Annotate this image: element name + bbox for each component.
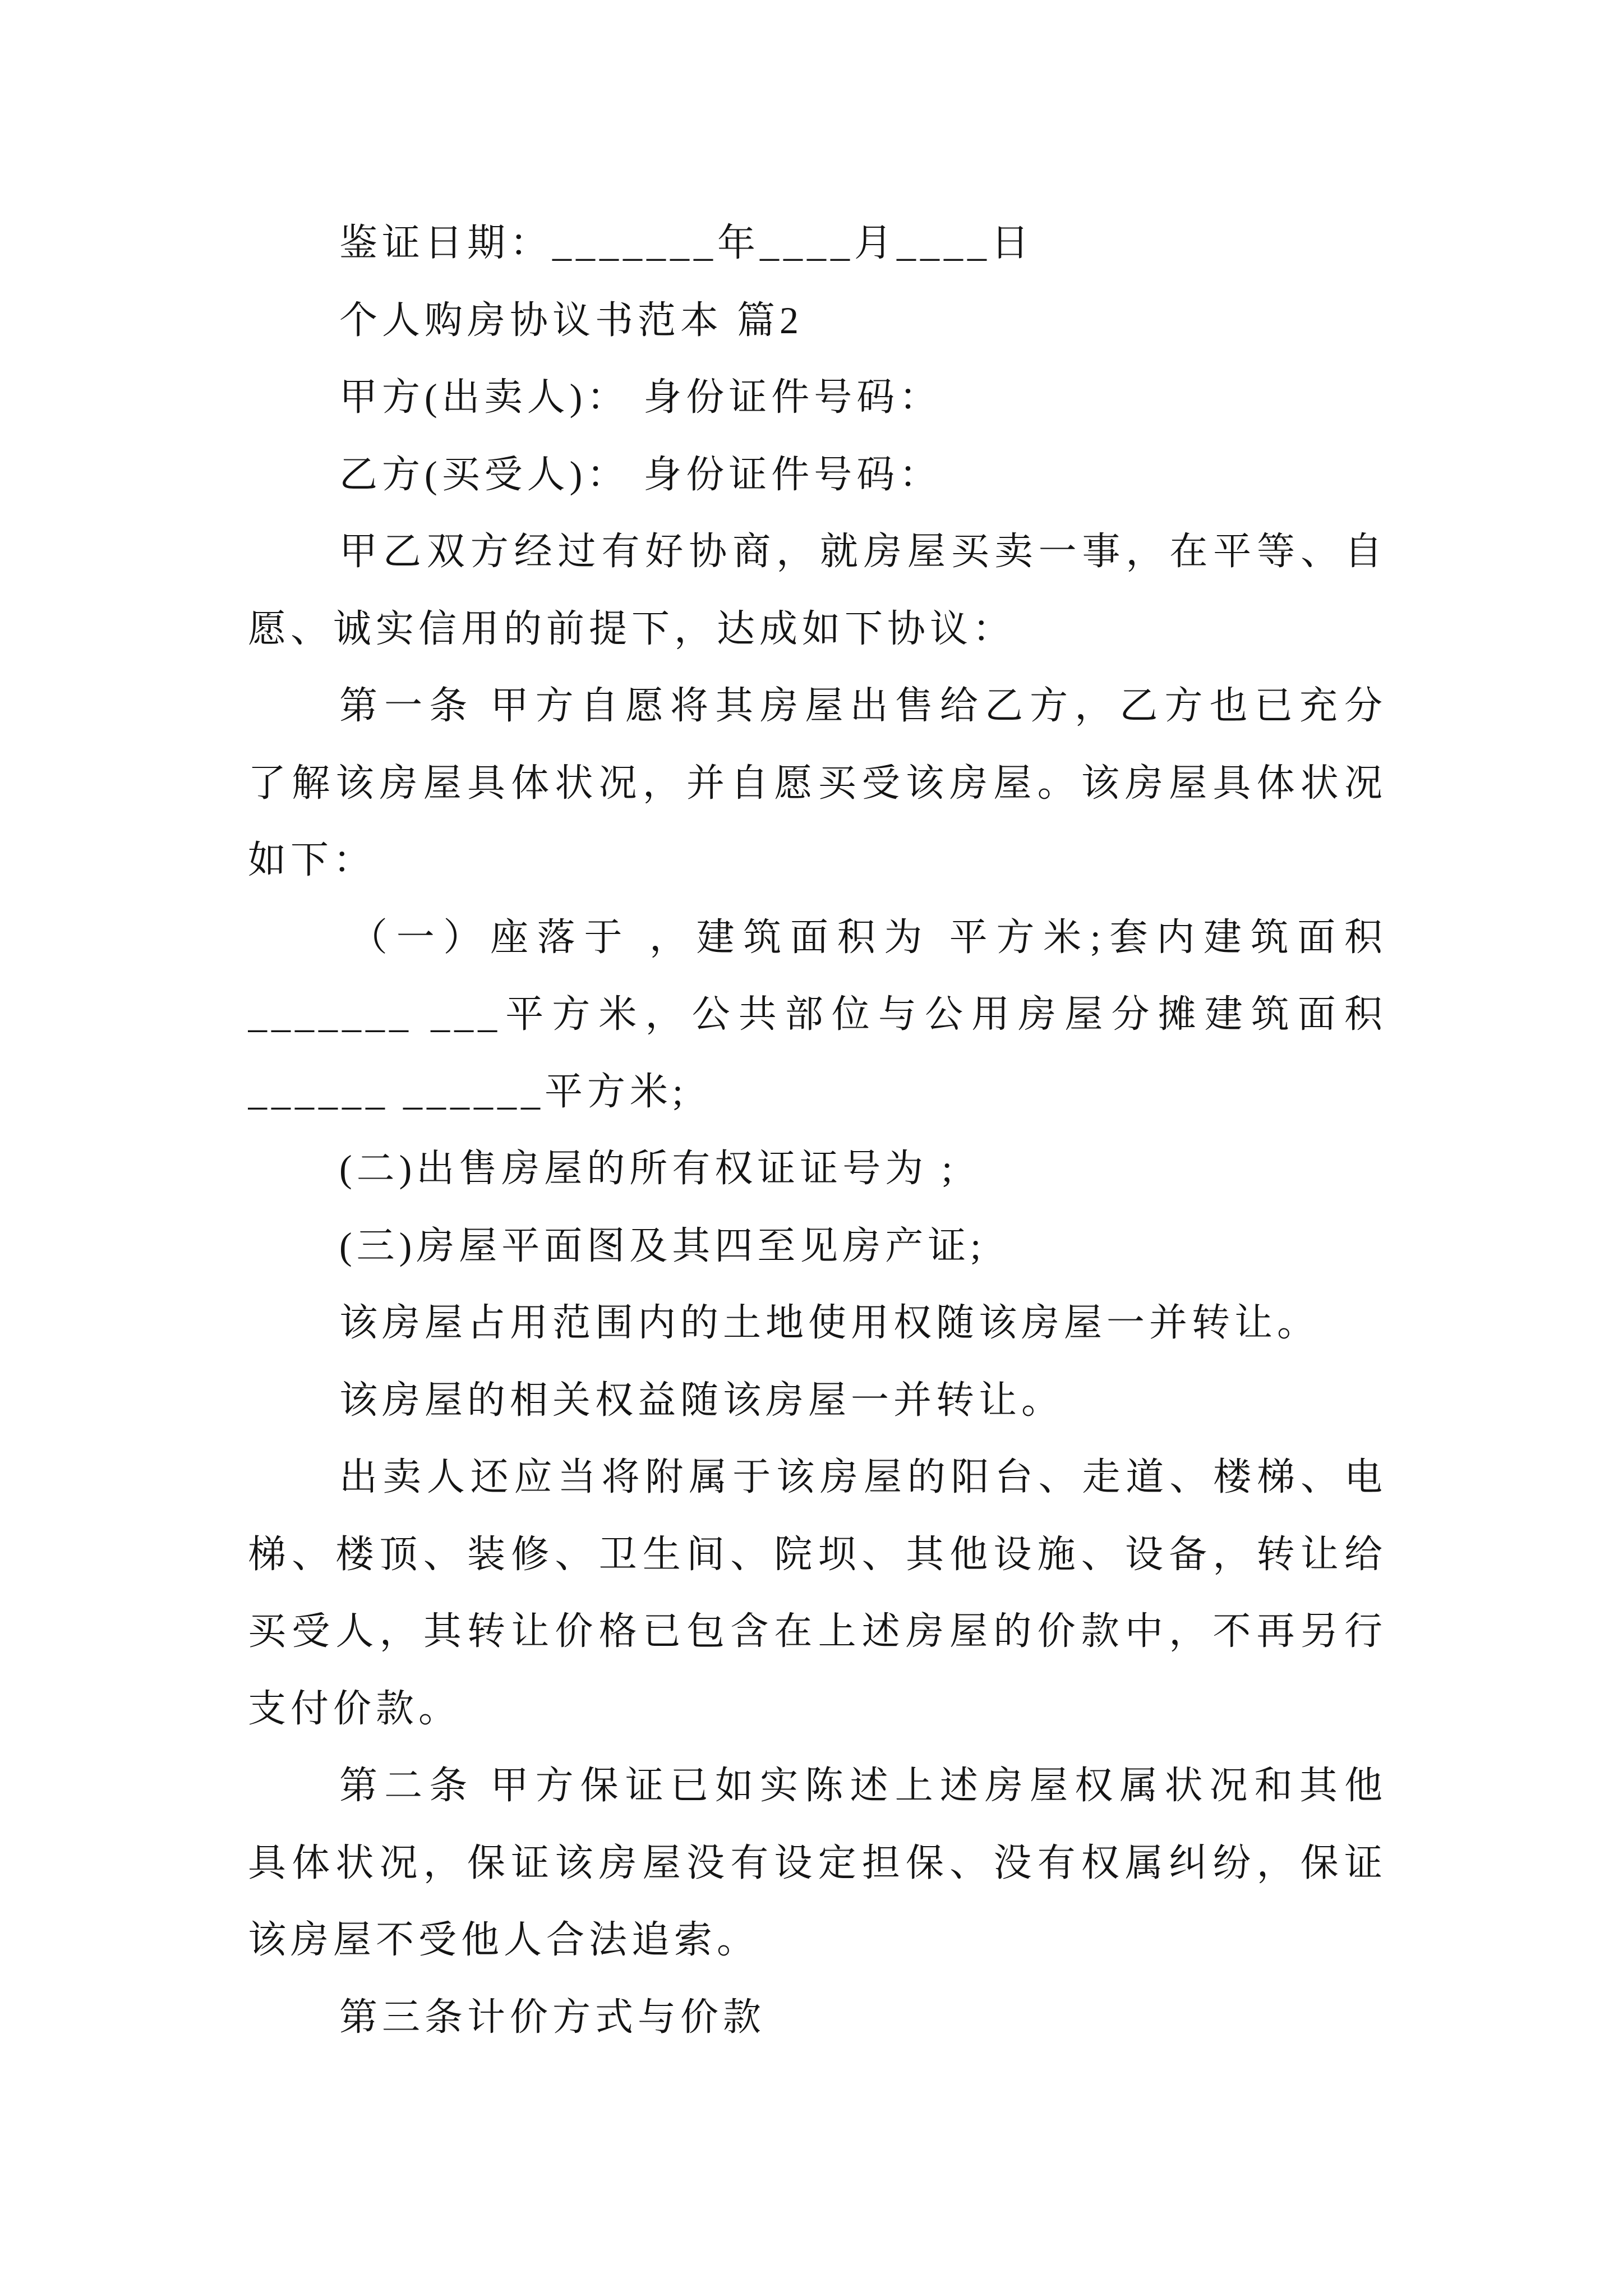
paragraph-line: 第二条 甲方保证已如实陈述上述房屋权属状况和其他 [339, 1764, 1387, 1807]
preamble-paragraph [248, 513, 1387, 668]
item-2-paragraph: (二)出售房屋的所有权证证号为 ; [339, 1147, 957, 1190]
paragraph-line: 第一条 甲方自愿将其房屋出售给乙方，乙方也已充分 [339, 684, 1387, 727]
paragraph-line: 甲乙双方经过有好协商，就房屋买卖一事，在平等、自 [339, 530, 1387, 573]
paragraph-line: 了解该房屋具体状况，并自愿买受该房屋。该房屋具体状况 [248, 761, 1387, 804]
document-title: 个人购房协议书范本 篇2 [339, 298, 804, 342]
related-rights-paragraph: 该房屋的相关权益随该房屋一并转让。 [339, 1378, 1064, 1421]
paragraph-line: 如下： [248, 839, 376, 881]
paragraph-line: 梯、楼顶、装修、卫生间、院坝、其他设施、设备，转让给 [248, 1533, 1387, 1576]
paragraph-line: 具体状况，保证该房屋没有设定担保、没有权属纠纷，保证 [248, 1841, 1387, 1884]
item-1-paragraph [248, 899, 1387, 1131]
party-b-line: 乙方(买受人)： 身份证件号码： [339, 453, 942, 496]
document-body [248, 205, 1387, 2056]
land-use-right-paragraph: 该房屋占用范围内的土地使用权随该房屋一并转让。 [339, 1301, 1320, 1344]
article-3-heading: 第三条计价方式与价款 [339, 1995, 766, 2039]
item-3-paragraph: (三)房屋平面图及其四至见房产证; [339, 1224, 986, 1267]
party-a-line: 甲方(出卖人)： 身份证件号码： [339, 376, 942, 418]
attached-facilities-paragraph [248, 1439, 1387, 1747]
paragraph-line: 买受人，其转让价格已包含在上述房屋的价款中，不再另行 [248, 1610, 1387, 1653]
paragraph-line: ______ ______平方米; [248, 1070, 688, 1113]
paragraph-line: 该房屋不受他人合法追索。 [248, 1918, 760, 1961]
article-1-paragraph [248, 668, 1387, 899]
verification-date-line: 鉴证日期：_______年____月____日 [339, 222, 1034, 264]
paragraph-line: （一）座落于 ，建筑面积为 平方米;套内建筑面积 [349, 915, 1387, 959]
paragraph-line: 出卖人还应当将附属于该房屋的阳台、走道、楼梯、电 [339, 1456, 1387, 1498]
article-2-paragraph [248, 1747, 1387, 1979]
paragraph-line: 支付价款。 [248, 1687, 462, 1730]
paragraph-line: 愿、诚实信用的前提下，达成如下协议： [248, 607, 1016, 650]
paragraph-line: _______ ___平方米，公共部位与公用房屋分摊建筑面积 [248, 993, 1387, 1036]
